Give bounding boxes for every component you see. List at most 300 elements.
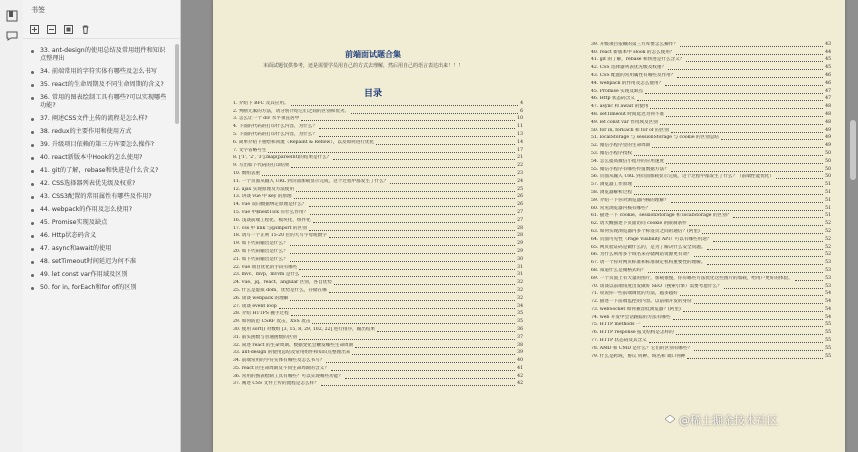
toc-entry[interactable] (591, 336, 831, 344)
toc-entry[interactable] (591, 118, 831, 126)
toc-page-number: 23 (517, 170, 523, 176)
document-intro: 本面试题仅供参考，还是需要学员用自己的方式去理解，然后用自己的语言表达出来！！！ (262, 63, 463, 69)
toc-entry[interactable] (591, 188, 831, 196)
toc-page-number: 26 (517, 194, 523, 200)
toc-entry-title: 71. 说说你一些前端调优的方法，越多越好 (591, 291, 678, 297)
toc-entry[interactable] (233, 138, 523, 146)
bookmark-label: git的了解，rebase和快进是什么含义? (51, 167, 159, 174)
bookmark-number: 47. (40, 245, 52, 252)
bullet-icon (31, 170, 34, 173)
toc-entry-title: 3. 怎么让一个 div 水平垂直居中 (233, 116, 300, 122)
toc-leader (302, 276, 516, 277)
sidebar-title: 书签 (31, 6, 45, 14)
toc-entry-title: 33. ant-design 的使用总结及常用组件和知识点整理出来 (233, 350, 351, 356)
toc-entry[interactable] (233, 232, 523, 240)
toc-entry[interactable] (591, 305, 831, 313)
toc-page-number: 49 (825, 127, 831, 133)
toc-entry[interactable] (233, 193, 523, 201)
toc-entry[interactable] (591, 313, 831, 321)
toc-entry[interactable] (591, 321, 831, 329)
bookmark-number: 40. (40, 154, 52, 161)
toc-leader (634, 155, 823, 156)
bookmark-label: ant-design的使用总结及常用组件和知识点整理出 (40, 47, 166, 62)
toc-entry[interactable] (591, 219, 831, 227)
toc-entry[interactable] (233, 364, 523, 372)
bookmark-item[interactable] (23, 78, 173, 91)
toc-leader (291, 167, 515, 168)
toc-leader (671, 171, 823, 172)
bullet-icon (31, 84, 34, 87)
bookmark-item[interactable] (23, 164, 173, 177)
toc-page-number: 37 (517, 334, 523, 340)
toc-entry[interactable] (233, 372, 523, 380)
toc-entry-title: 75. HTTP methods 一 (591, 322, 641, 328)
toc-entry[interactable] (233, 208, 523, 216)
toc-leader (313, 222, 515, 223)
toc-entry[interactable] (233, 341, 523, 349)
toc-leader (290, 261, 515, 262)
toc-page-number: 21 (517, 155, 523, 161)
toc-entry-title: 65. 网页验证码是做什么的，是为了解决什么安全问题。 (591, 244, 706, 250)
toc-entry[interactable] (591, 165, 831, 173)
bookmark-number: 33. (40, 47, 52, 54)
toc-entry[interactable] (591, 110, 831, 118)
toc-leader (345, 378, 515, 379)
toc-entry[interactable] (233, 122, 523, 130)
toc-entry[interactable] (591, 204, 831, 212)
bookmark-number: 36. (40, 94, 52, 101)
bullet-icon (31, 222, 34, 225)
toc-entry[interactable] (591, 157, 831, 165)
toc-page-number: 50 (825, 150, 831, 156)
toc-page-number: 14 (517, 139, 523, 145)
toc-entry[interactable] (591, 235, 831, 243)
toc-entry-title: 56. 页面从输入 URL 到页面加载显示完成，这个过程中都发生了什么？（前端性能优化） (591, 174, 774, 180)
bookmark-item[interactable] (23, 44, 173, 65)
pdf-page (213, 0, 845, 452)
toc-entry[interactable] (591, 134, 831, 142)
toc-page-number: 10 (517, 116, 523, 122)
toc-page-number: 52 (825, 252, 831, 258)
toc-page-number: 45 (825, 57, 831, 63)
toc-entry-title: 70. 谈谈以前端角度出发做好 SEO（搜索引擎）需要考虑什么？ (591, 283, 722, 289)
toc-entry-title: 30. 使用 sort() 对数组 [3, 15, 8, 29, 102, 22] 进行排序，输出结果 (233, 326, 376, 332)
toc-page-number: 46 (825, 80, 831, 86)
bullet-icon (31, 209, 34, 212)
toc-entry-title: 12. ajax 实现原理及方法使用 (233, 186, 295, 192)
toc-page-number: 47 (825, 88, 831, 94)
toc-entry[interactable] (233, 310, 523, 318)
toc-leader (310, 214, 515, 215)
toc-page-number: 30 (517, 256, 523, 262)
toc-leader (309, 230, 515, 231)
toc-entry-title: 7. 文字省略号生 (233, 147, 267, 153)
bookmark-item[interactable] (23, 138, 173, 151)
toc-entry-title: 23. mvc、mvp、mvvm 是什么 (233, 272, 300, 278)
toc-entry[interactable] (233, 380, 523, 388)
delete-bookmark-icon[interactable] (80, 24, 90, 34)
toc-entry-title: 22. vue 项目优化的手段有哪些 (233, 264, 298, 270)
toc-leader (666, 163, 823, 164)
toc-entry[interactable] (233, 263, 523, 271)
toc-leader (660, 124, 823, 125)
toc-leader (333, 159, 515, 160)
toc-entry[interactable] (233, 294, 523, 302)
toc-entry-title: 34. 前端常用的字符实体有哪些及怎么书写？ (233, 358, 325, 364)
bookmark-label: for in, forEach和for of的区别 (51, 284, 137, 291)
toc-entry[interactable] (591, 344, 831, 352)
toc-leader (795, 280, 823, 281)
bookmark-item[interactable] (23, 190, 173, 203)
toc-entry-title: 31. 箭头函数与普通函数的区别 (233, 334, 297, 340)
toc-page-number: 27 (517, 209, 523, 215)
toc-page-number: 35 (517, 311, 523, 317)
toc-entry[interactable] (591, 141, 831, 149)
toc-page-number: 29 (517, 241, 523, 247)
toc-entry-title: 62. 请大概描述下页面访问 cookie 的限制条件 (591, 221, 687, 227)
bookmark-label: 前端常用的字符实体有哪些及怎么书写 (51, 68, 157, 75)
toc-leader (733, 217, 823, 218)
toc-leader (643, 326, 824, 327)
toc-page-number: 50 (825, 174, 831, 180)
toc-leader (329, 237, 515, 238)
toc-entry[interactable] (591, 173, 831, 181)
toc-page-number: 46 (825, 72, 831, 78)
toc-entry[interactable] (591, 63, 831, 71)
toc-page-number: 28 (517, 233, 523, 239)
toc-leader (634, 194, 823, 195)
toc-page-number: 41 (517, 365, 523, 371)
toc-entry[interactable] (591, 87, 831, 95)
toc-page-number: 38 (517, 342, 523, 348)
toc-entry[interactable] (233, 255, 523, 263)
toc-page-number: 51 (825, 182, 831, 188)
toc-entry[interactable] (233, 356, 523, 364)
toc-page-number: 49 (825, 143, 831, 149)
bullet-icon (31, 131, 34, 134)
toc-entry-title: 26. 谈谈 webpack 的理解 (233, 295, 289, 301)
toc-leader (677, 77, 823, 78)
bookmark-item[interactable] (23, 229, 173, 242)
bookmark-item[interactable] (23, 177, 173, 190)
bullet-icon (31, 50, 34, 53)
toc-entry-title: 8. ['1', '2', '3'].map(parseInt)的结果是什么？ (233, 155, 332, 161)
toc-leader (351, 113, 518, 114)
toc-entry[interactable] (233, 146, 523, 154)
bookmark-number: 45. (40, 219, 52, 226)
bookmark-number: 34. (40, 68, 52, 75)
toc-page-number: 26 (517, 202, 523, 208)
juejin-logo-icon (664, 414, 676, 426)
toc-page-number: 52 (825, 221, 831, 227)
toc-entry[interactable] (233, 278, 523, 286)
toc-entry[interactable] (591, 243, 831, 251)
toc-entry[interactable] (233, 115, 523, 123)
toc-entry-title: 64. 页面可见性（Page Visibility API）可以有哪些用途？ (591, 236, 712, 242)
toc-page-number: 55 (825, 353, 831, 359)
toc-entry[interactable] (591, 297, 831, 305)
comment-icon[interactable] (4, 28, 19, 43)
bookmark-number: 37. (40, 115, 52, 122)
toc-entry-title: 18. 请写一个正则 15-20 位的大写字母或数字 (233, 233, 327, 239)
toc-entry-title: 43. CSS 配置的常用属性有哪些及作用？ (591, 72, 676, 78)
toc-leader (291, 315, 515, 316)
toc-page-number: 32 (517, 280, 523, 286)
toc-entry[interactable] (591, 40, 831, 48)
toc-page-number: 42 (517, 381, 523, 387)
bookmark-label: react新版本中Hook的怎么使用? (51, 154, 143, 161)
bookmark-label: Promise实现及缺点 (51, 219, 108, 226)
toc-leader (680, 295, 823, 296)
toc-entry-title: 21. 如下代码输出是什么？ (233, 256, 288, 262)
sidebar-scrollbar[interactable] (175, 44, 179, 124)
toc-entry-title: 55. 微信小程序有哪些传值数据方法？ (591, 166, 669, 172)
bullet-icon (31, 248, 34, 251)
toc-list-right (591, 40, 831, 360)
toc-leader (776, 178, 823, 179)
toc-page-number: 24 (517, 178, 523, 184)
bookmark-item[interactable] (23, 242, 173, 255)
toc-leader (301, 120, 515, 121)
toc-entry[interactable] (233, 177, 523, 185)
bookmark-item[interactable] (23, 268, 173, 281)
toc-entry[interactable] (591, 196, 831, 204)
toc-leader (268, 152, 515, 153)
toc-entry[interactable] (591, 266, 831, 274)
toc-page-number: 40 (517, 358, 523, 364)
toc-leader (721, 139, 823, 140)
toc-leader (290, 245, 515, 246)
toc-leader (290, 300, 515, 301)
toc-entry[interactable] (591, 102, 831, 110)
toc-page-number: 35 (517, 319, 523, 325)
toc-entry-title: 52. 微信小程序里的生命周期 (591, 143, 651, 149)
toc-page-number: 54 (825, 291, 831, 297)
toc-entry-title: 15. vue 中$nextTick 有什么作用？ (233, 209, 309, 215)
toc-leader (294, 198, 516, 199)
bookmark-number: 49. (40, 271, 52, 278)
toc-entry[interactable] (591, 71, 831, 79)
toc-entry-title: 42. CSS 选择器列表优先级及权重？ (591, 65, 667, 71)
toc-leader (687, 358, 823, 359)
bookmark-label: setTimeout时间延迟为何不准 (51, 258, 137, 265)
toc-entry[interactable] (591, 328, 831, 336)
bookmark-label: async和await的使用 (51, 245, 112, 252)
toc-page-number: 29 (517, 248, 523, 254)
page-scrollbar[interactable] (848, 0, 858, 452)
toc-entry[interactable] (591, 95, 831, 103)
toc-entry[interactable] (591, 180, 831, 188)
toc-entry[interactable] (591, 56, 831, 64)
toc-leader (694, 256, 823, 257)
bullet-icon (31, 287, 34, 290)
toc-entry[interactable] (233, 169, 523, 177)
toc-entry-title: 48. setTimeout 时间延迟为何不准 (591, 111, 665, 117)
toc-leader (702, 233, 823, 234)
toc-entry[interactable] (591, 126, 831, 134)
bookmark-item[interactable] (23, 203, 173, 216)
toc-entry[interactable] (233, 325, 523, 333)
bookmark-label: CSS3配置的常用属性有哪些及作用? (51, 193, 152, 200)
toc-page-number: 50 (825, 158, 831, 164)
bookmark-item[interactable] (23, 281, 173, 294)
bookmark-number: 48. (40, 258, 52, 265)
toc-page-number: 52 (825, 244, 831, 250)
toc-leader (671, 132, 823, 133)
bookmark-item[interactable] (23, 91, 173, 112)
toc-entry[interactable] (591, 149, 831, 157)
toc-entry[interactable] (233, 333, 523, 341)
toc-leader (666, 116, 823, 117)
toc-entry[interactable] (591, 212, 831, 220)
toc-leader (676, 54, 823, 55)
toc-leader (713, 241, 823, 242)
bookmark-item[interactable] (23, 216, 173, 229)
toc-page-number: 55 (825, 330, 831, 336)
toc-entry[interactable] (591, 274, 831, 282)
bookmark-item[interactable] (23, 255, 173, 268)
toc-entry-title: 50. for in, forEach 和 for of 的区别 (591, 127, 669, 133)
toc-entry-title: 10. 数组去重 (233, 170, 261, 176)
toc-page-number: 54 (825, 299, 831, 305)
toc-entry[interactable] (233, 224, 523, 232)
toc-leader (724, 288, 823, 289)
toc-entry[interactable] (233, 200, 523, 208)
toc-entry[interactable] (233, 247, 523, 255)
toc-page-number: 55 (825, 338, 831, 344)
toc-entry[interactable] (591, 227, 831, 235)
toc-entry[interactable] (233, 317, 523, 325)
toc-entry-title: 5. 下面的代码的打印什么内容，为什么？ (233, 131, 317, 137)
toc-list-left (233, 99, 523, 387)
bookmark-item[interactable] (23, 65, 173, 78)
toc-entry[interactable] (591, 79, 831, 87)
bookmark-item[interactable] (23, 125, 173, 138)
toc-entry[interactable] (233, 130, 523, 138)
bookmark-number: 43. (40, 193, 52, 200)
toc-entry[interactable] (591, 282, 831, 290)
bookmark-sidebar (23, 0, 181, 452)
toc-page-number: 17 (517, 147, 523, 153)
toc-entry[interactable] (591, 290, 831, 298)
toc-leader (312, 323, 515, 324)
bookmark-label: webpack的作用及怎么使用? (51, 206, 133, 213)
toc-leader (694, 350, 823, 351)
toc-page-number: 55 (825, 345, 831, 351)
bullet-icon (31, 274, 34, 277)
toc-entry-title: 19. 如下代码输出是什么？ (233, 241, 288, 247)
toc-leader (649, 342, 823, 343)
toc-entry[interactable] (591, 352, 831, 360)
toc-leader (309, 206, 516, 207)
toc-page-number: 32 (517, 287, 523, 293)
toc-leader (376, 144, 515, 145)
toc-page-number: 22 (517, 163, 523, 169)
toc-page-number: 48 (825, 104, 831, 110)
toc-leader (299, 339, 515, 340)
toc-leader (680, 46, 823, 47)
toc-page-number: 51 (825, 197, 831, 203)
toc-entry[interactable] (591, 258, 831, 266)
toc-heading: 目录 (363, 89, 382, 99)
toc-entry-title: 39. 升级项目依赖的第三方库要怎么操作？ (591, 41, 678, 47)
toc-entry-title: 24. vue、jq、react、angular 区别，各自优势 (233, 280, 332, 286)
bookmark-label: CSS选择器列表优先级及权重? (51, 180, 136, 187)
page-scrollbar-thumb[interactable] (850, 120, 856, 180)
toc-entry[interactable] (233, 216, 523, 224)
collapse-all-icon[interactable] (46, 24, 56, 34)
toc-entry[interactable] (233, 271, 523, 279)
bookmark-number: 41. (40, 167, 52, 174)
toc-page-number: 28 (517, 225, 523, 231)
toc-entry-title: 32. 简述 react 的生命周期、数据变化会触发哪些生命周期 (233, 342, 354, 348)
toc-entry[interactable] (233, 286, 523, 294)
toc-leader (676, 334, 823, 335)
toc-entry[interactable] (233, 99, 523, 107)
toc-entry[interactable] (233, 349, 523, 357)
toc-leader (262, 175, 515, 176)
toc-page-number: 52 (825, 236, 831, 242)
bookmark-item[interactable] (23, 112, 173, 125)
toc-entry-title: 66. 为什么利用多个域名来存储网站资源更有效？ (591, 252, 692, 258)
toc-leader (665, 85, 823, 86)
toc-leader (326, 362, 515, 363)
bullet-icon (31, 97, 34, 100)
toc-entry[interactable] (233, 154, 523, 162)
toc-entry[interactable] (233, 161, 523, 169)
bookmark-item[interactable] (23, 151, 173, 164)
toc-entry[interactable] (233, 107, 523, 115)
toc-entry[interactable] (233, 239, 523, 247)
toc-page-number: 39 (517, 350, 523, 356)
toc-entry-title: 44. webpack 的作用及怎么使用？ (591, 80, 664, 86)
toc-leader (319, 136, 515, 137)
toc-entry[interactable] (591, 48, 831, 56)
toc-page-number: 51 (825, 189, 831, 195)
toc-leader (377, 331, 515, 332)
toc-page-number: 25 (517, 186, 523, 192)
bookmark-number: 35. (40, 81, 52, 88)
toc-entry-title: 37. 阐述 CSS 文件上传的流程是怎么样？ (233, 381, 319, 387)
bookmark-label: redux的主要作用和使用方式 (51, 128, 132, 135)
toc-entry-title: 46. Http 状态码含义 (591, 96, 635, 102)
toc-entry[interactable] (233, 302, 523, 310)
toc-entry-title: 69. 一个页面上有大量的图片，加载很慢，你有哪些方法优化这些图片的加载，给用户更好的体验。 (591, 275, 793, 281)
add-bookmark-icon[interactable] (63, 24, 73, 34)
bullet-icon (31, 235, 34, 238)
bookmark-label: let const var作用域及区别 (51, 271, 128, 278)
toc-leader (291, 105, 518, 106)
toc-page-number: 54 (825, 306, 831, 312)
toc-leader (683, 311, 823, 312)
toc-leader (650, 108, 823, 109)
toc-leader (637, 100, 823, 101)
bullet-icon (31, 71, 34, 74)
toc-leader (352, 354, 515, 355)
toc-entry-title: 25. 什么是虚拟 dom，优势是什么，存储在哪 (233, 287, 327, 293)
toc-entry[interactable] (233, 185, 523, 193)
bookmark-panel-icon[interactable] (4, 8, 19, 23)
toc-entry-title: 49. let const var 作用域及区别 (591, 119, 658, 125)
toc-page-number: 53 (825, 260, 831, 266)
expand-all-icon[interactable] (29, 24, 39, 34)
toc-entry-title: 2. 判断元素的方法，请分别介绍它们之间的区别和优劣。 (233, 108, 350, 114)
toc-entry[interactable] (591, 251, 831, 259)
toc-leader (673, 319, 824, 320)
toc-entry-title: 41. git 的了解，rebase 和快进是什么含义？ (591, 57, 685, 63)
toc-entry-title: 1. 介绍下 BFC 及其应用。 (233, 100, 289, 106)
toc-entry-title: 76. HTTP response 报文结构是怎样的 (591, 330, 674, 336)
